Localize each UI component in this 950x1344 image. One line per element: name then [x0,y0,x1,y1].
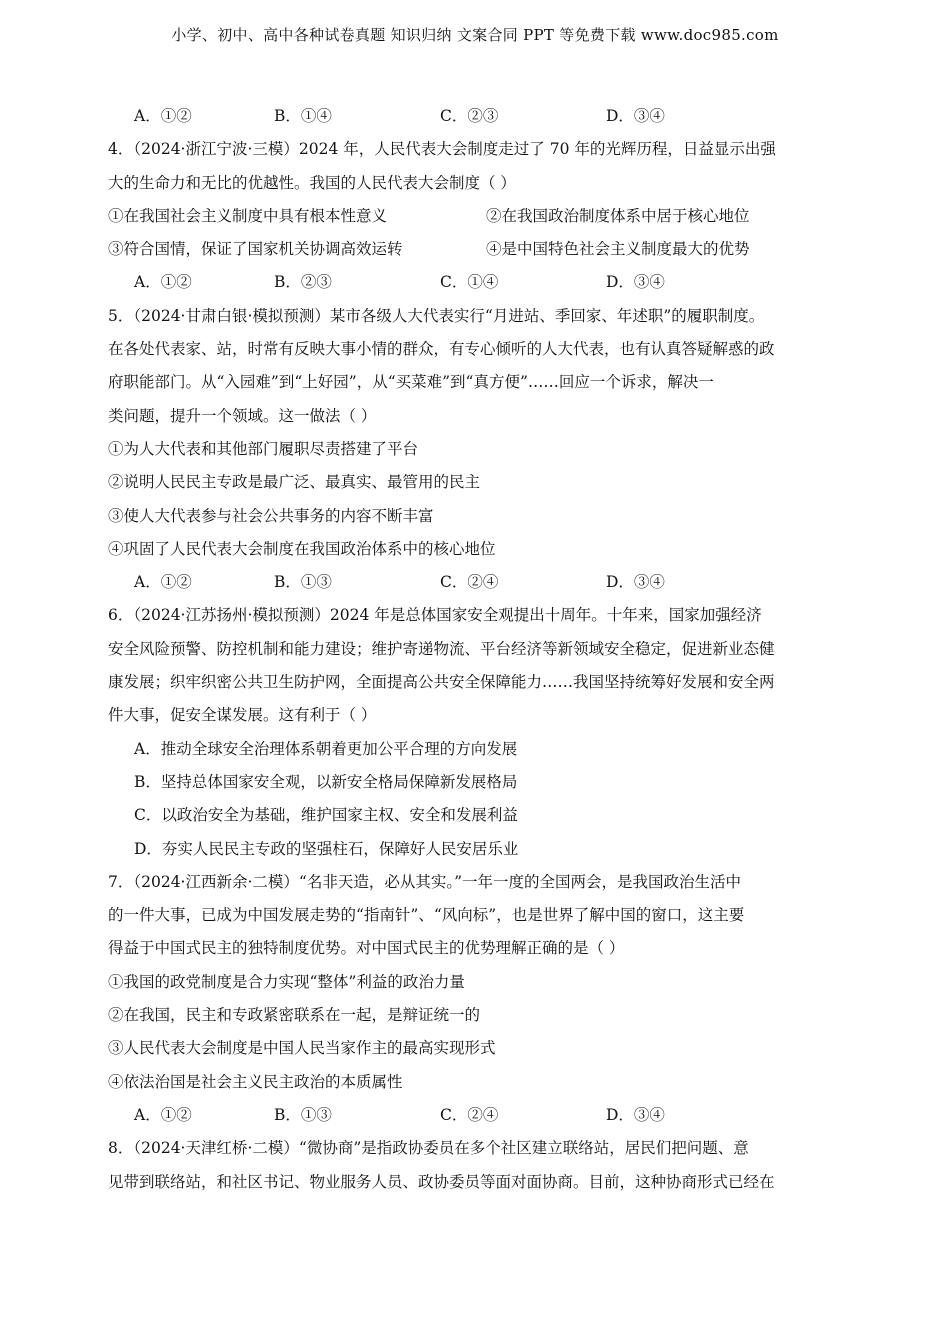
q5-stem-line-1: 5．（2024·甘肃白银·模拟预测）某市各级人大代表实行“月进站、季回家、年述职”的履职制度。 [108,306,765,325]
q4-item-4: ④是中国特色社会主义制度最大的优势 [486,240,750,259]
q4-option-c[interactable]: C．①④ [440,273,499,292]
q5-option-c[interactable]: C．②④ [440,573,499,592]
page-header: 小学、初中、高中各种试卷真题 知识归纳 文案合同 PPT 等免费下载 www.doc985.com [171,26,779,44]
q4-stem-line-1: 4．（2024·浙江宁波·三模）2024 年，人民代表大会制度走过了 70 年的光辉历程，日益显示出强 [108,140,776,159]
q4-items-row-1 [108,200,843,233]
q3-option-b[interactable]: B．①④ [274,107,332,125]
q8-stem-line-2: 见带到联络站，和社区书记、物业服务人员、政协委员等面对面协商。目前，这种协商形式已经在 [108,1172,775,1191]
q5-item-2: ②说明人民民主专政是最广泛、最真实、最管用的民主 [108,473,481,492]
q4-options [108,266,843,299]
q6-option-d[interactable]: D．夯实人民民主专政的坚强柱石，保障好人民安居乐业 [134,839,519,858]
q8-stem-line-1: 8．（2024·天津红桥·二模）“微协商”是指政协委员在多个社区建立联络站，居民们把问题、意 [108,1139,749,1158]
q5-option-d[interactable]: D．③④ [606,573,665,592]
q4-option-b[interactable]: B．②③ [274,273,332,292]
q4-option-d[interactable]: D．③④ [606,273,665,292]
q6-option-a[interactable]: A．推动全球安全治理体系朝着更加公平合理的方向发展 [134,739,518,758]
q5-options [108,566,843,599]
q4-item-3: ③符合国情，保证了国家机关协调高效运转 [108,240,403,259]
q5-item-4: ④巩固了人民代表大会制度在我国政治体系中的核心地位 [108,539,496,558]
q7-option-d[interactable]: D．③④ [606,1105,665,1124]
q4-stem-line-2: 大的生命力和无比的优越性。我国的人民代表大会制度（ ） [108,173,516,192]
q7-stem-line-2: 的一件大事，已成为中国发展走势的“指南针”、“风向标”，也是世界了解中国的窗口，这主要 [108,906,745,925]
q3-option-c[interactable]: C．②③ [440,107,499,125]
q4-item-2: ②在我国政治制度体系中居于核心地位 [486,206,750,225]
q4-item-1: ①在我国社会主义制度中具有根本性意义 [108,206,388,225]
q7-stem-line-3: 得益于中国式民主的独特制度优势。对中国式民主的优势理解正确的是（ ） [108,939,625,958]
q5-stem-line-4: 类问题，提升一个领域。这一做法（ ） [108,406,377,425]
q5-stem-line-2: 在各处代表家、站，时常有反映大事小情的群众，有专心倾听的人大代表，也有认真答疑解惑的政 [108,340,775,359]
q4-option-a[interactable]: A．①② [134,273,192,292]
q7-option-a[interactable]: A．①② [134,1105,192,1124]
q5-option-b[interactable]: B．①③ [274,573,332,592]
document-body [108,100,843,1199]
q3-option-d[interactable]: D．③④ [606,107,665,125]
q7-item-3: ③人民代表大会制度是中国人民当家作主的最高实现形式 [108,1039,496,1058]
q7-option-b[interactable]: B．①③ [274,1105,332,1124]
q5-option-a[interactable]: A．①② [134,573,192,592]
q6-option-b[interactable]: B．坚持总体国家安全观，以新安全格局保障新发展格局 [134,772,518,791]
q7-item-2: ②在我国，民主和专政紧密联系在一起，是辩证统一的 [108,1006,481,1025]
q7-item-1: ①我国的政党制度是合力实现“整体”利益的政治力量 [108,972,465,991]
q5-item-1: ①为人大代表和其他部门履职尽责搭建了平台 [108,439,419,458]
q7-stem-line-1: 7．（2024·江西新余·二模）“名非天造，必从其实。”一年一度的全国两会，是我国政治生活中 [108,872,742,891]
q5-item-3: ③使人大代表参与社会公共事务的内容不断丰富 [108,506,434,525]
q7-item-4: ④依法治国是社会主义民主政治的本质属性 [108,1072,403,1091]
q3-option-a[interactable]: A．①② [134,107,192,125]
q7-options [108,1099,843,1132]
q5-stem-line-3: 府职能部门。从“入园难”到“上好园”，从“买菜难”到“真方便”……回应一个诉求，解决一 [108,373,714,392]
q6-stem-line-4: 件大事，促安全谋发展。这有利于（ ） [108,706,377,725]
q6-stem-line-2: 安全风险预警、防控机制和能力建设；维护寄递物流、平台经济等新领域安全稳定，促进新业态健 [108,639,775,658]
q3-options [108,100,843,133]
q6-stem-line-1: 6．（2024·江苏扬州·模拟预测）2024 年是总体国家安全观提出十周年。十年来，国家加强经济 [108,606,762,625]
q6-option-c[interactable]: C．以政治安全为基础，维护国家主权、安全和发展利益 [134,806,518,825]
q7-option-c[interactable]: C．②④ [440,1105,499,1124]
q4-items-row-2 [108,233,843,266]
q6-stem-line-3: 康发展；织牢织密公共卫生防护网，全面提高公共安全保障能力……我国坚持统筹好发展和安全两 [108,673,775,692]
